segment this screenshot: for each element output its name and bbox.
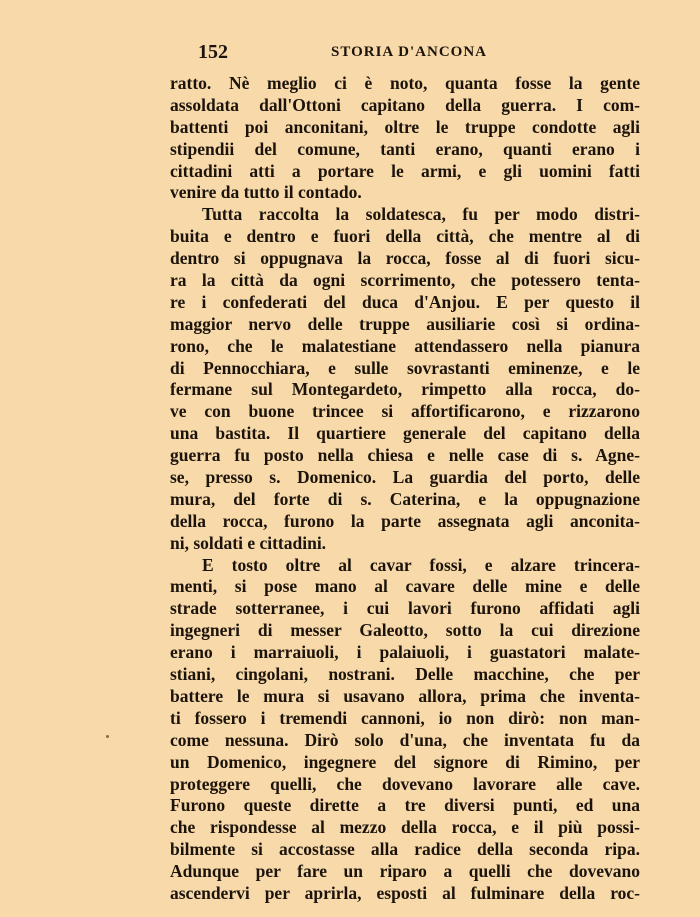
text-line: stipendii del comune, tanti erano, quanti erano i (170, 138, 640, 159)
text-line: strade sotterranee, i cui lavori furono affidati agli (170, 598, 640, 619)
text-line: proteggere quelli, che dovevano lavorare alle cave. (170, 773, 640, 794)
text-line: Furono queste dirette a tre diversi punti, ed una (170, 795, 640, 816)
text-line: ratto. Nè meglio ci è noto, quanta fosse la gente (170, 73, 640, 93)
text-line: bilmente si accostasse alla radice della seconda ripa. (170, 839, 640, 860)
text-line: ra la città da ogni scorrimento, che potessero tenta- (170, 270, 640, 291)
text-line: Adunque per fare un riparo a quelli che dovevano (170, 861, 640, 882)
text-line: rono, che le malatestiane attendassero nella pianura (170, 335, 640, 356)
text-line: ve con buone trincee si affortificarono, e rizzarono (170, 401, 640, 422)
margin-speck (106, 735, 109, 738)
text-line: ascendervi per aprirla, esposti al fulminare della roc- (170, 882, 640, 903)
page-header (198, 41, 488, 63)
page-number: 152 (198, 41, 228, 63)
text-line: se, presso s. Domenico. La guardia del porto, delle (170, 467, 640, 488)
text-line: dentro si oppugnava la rocca, fosse al di fuori sicu- (170, 248, 640, 269)
text-line: ni, soldati e cittadini. (170, 532, 327, 553)
text-line: menti, si pose mano al cavare delle mine e delle (170, 576, 640, 597)
body-text (170, 73, 640, 905)
text-line: di Pennocchiara, e sulle sovrastanti eminenze, e le (170, 357, 640, 378)
text-line: assoldata dall'Ottoni capitano della guerra. I com- (170, 94, 640, 115)
text-line: cittadini atti a portare le armi, e gli uomini fatti (170, 160, 640, 181)
text-line: che rispondesse al mezzo della rocca, e il più possi- (170, 817, 640, 838)
text-line: E tosto oltre al cavar fossi, e alzare trincera- (202, 554, 640, 575)
text-line: come nessuna. Dirò solo d'una, che inventata fu da (170, 729, 640, 750)
text-line: buita e dentro e fuori della città, che mentre al di (170, 226, 640, 247)
text-line: erano i marraiuoli, i palaiuoli, i guastatori malate- (170, 642, 640, 663)
text-line: venire da tutto il contado. (170, 182, 362, 203)
text-line: ingegneri di messer Galeotto, sotto la cui direzione (170, 620, 640, 641)
text-line: un Domenico, ingegnere del signore di Rimino, per (170, 751, 640, 772)
text-line: mura, del forte di s. Caterina, e la oppugnazione (170, 488, 640, 509)
running-title: STORIA D'ANCONA (331, 44, 487, 60)
text-line: Tutta raccolta la soldatesca, fu per modo distri- (202, 204, 640, 225)
text-line: della rocca, furono la parte assegnata agli anconita- (170, 510, 640, 531)
text-line: guerra fu posto nella chiesa e nelle case di s. Agne- (170, 445, 640, 466)
text-line: ti fossero i tremendi cannoni, io non dirò: non man- (170, 707, 640, 728)
text-line: maggior nervo delle truppe ausiliarie così si ordina- (170, 313, 640, 334)
text-line: battenti poi anconitani, oltre le truppe condotte agli (170, 116, 640, 137)
text-line: una bastita. Il quartiere generale del capitano della (170, 423, 640, 444)
text-line: battere le mura si usavano allora, prima che inventa- (170, 685, 640, 706)
text-line: fermane sul Montegardeto, rimpetto alla rocca, do- (170, 379, 640, 400)
text-line: stiani, cingolani, nostrani. Delle macchine, che per (170, 664, 640, 685)
text-line: re i confederati del duca d'Anjou. E per questo il (170, 291, 640, 312)
